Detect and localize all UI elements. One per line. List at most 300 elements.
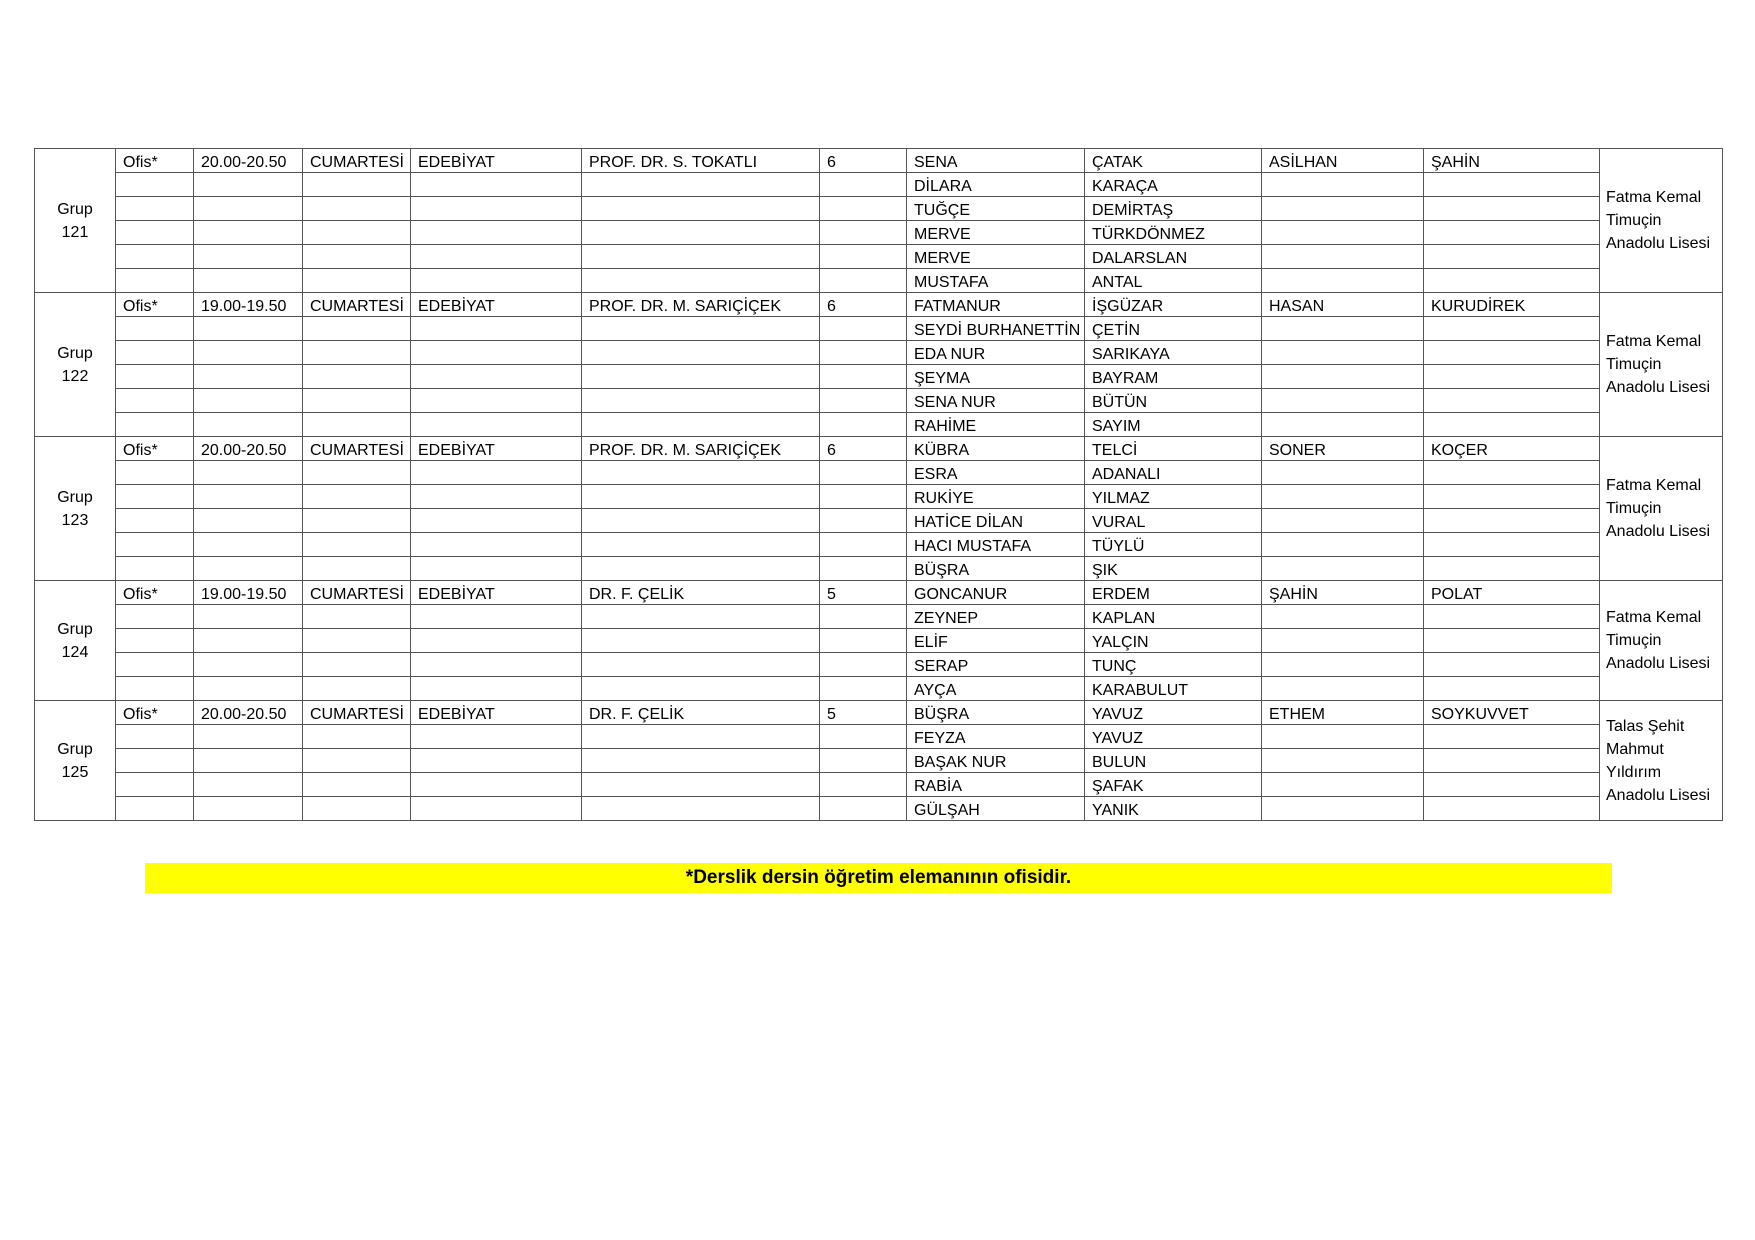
count-cell [820, 173, 907, 197]
student-first-name: BAŞAK NUR [907, 749, 1085, 773]
mentor-first-name [1262, 749, 1424, 773]
count-cell: 5 [820, 701, 907, 725]
student-last-name: ADANALI [1085, 461, 1262, 485]
student-first-name: RABİA [907, 773, 1085, 797]
mentor-last-name [1424, 509, 1600, 533]
student-last-name: SAYIM [1085, 413, 1262, 437]
count-cell: 6 [820, 149, 907, 173]
count-cell [820, 677, 907, 701]
instructor-cell [582, 797, 820, 821]
day-cell [303, 389, 411, 413]
student-first-name: MERVE [907, 221, 1085, 245]
table-row [35, 293, 1723, 317]
mentor-last-name [1424, 605, 1600, 629]
count-cell [820, 269, 907, 293]
course-cell [411, 749, 582, 773]
table-row [35, 221, 1723, 245]
student-last-name: TELCİ [1085, 437, 1262, 461]
room-cell [116, 389, 194, 413]
student-first-name: ESRA [907, 461, 1085, 485]
mentor-first-name [1262, 365, 1424, 389]
student-last-name: BULUN [1085, 749, 1262, 773]
student-last-name: YALÇIN [1085, 629, 1262, 653]
count-cell [820, 413, 907, 437]
mentor-first-name [1262, 509, 1424, 533]
course-cell [411, 221, 582, 245]
time-cell [194, 389, 303, 413]
student-last-name: SARIKAYA [1085, 341, 1262, 365]
group-number: 121 [61, 223, 89, 241]
room-cell: Ofis* [116, 437, 194, 461]
day-cell [303, 557, 411, 581]
student-last-name: YAVUZ [1085, 701, 1262, 725]
table-row [35, 413, 1723, 437]
student-first-name: BÜŞRA [907, 557, 1085, 581]
student-first-name: MUSTAFA [907, 269, 1085, 293]
student-first-name: AYÇA [907, 677, 1085, 701]
table-row [35, 677, 1723, 701]
count-cell [820, 221, 907, 245]
mentor-last-name [1424, 725, 1600, 749]
instructor-cell [582, 749, 820, 773]
student-last-name: ŞAFAK [1085, 773, 1262, 797]
instructor-cell [582, 461, 820, 485]
student-first-name: GÜLŞAH [907, 797, 1085, 821]
instructor-cell [582, 677, 820, 701]
student-first-name: SENA NUR [907, 389, 1085, 413]
table-row [35, 269, 1723, 293]
room-cell [116, 605, 194, 629]
table-row [35, 605, 1723, 629]
student-first-name: SENA [907, 149, 1085, 173]
count-cell [820, 317, 907, 341]
time-cell [194, 461, 303, 485]
room-cell [116, 317, 194, 341]
mentor-last-name: POLAT [1424, 581, 1600, 605]
day-cell [303, 725, 411, 749]
student-last-name: İŞGÜZAR [1085, 293, 1262, 317]
count-cell [820, 557, 907, 581]
course-cell [411, 797, 582, 821]
mentor-first-name: HASAN [1262, 293, 1424, 317]
day-cell: CUMARTESİ [303, 701, 411, 725]
table-row [35, 701, 1723, 725]
group-label: Grup [57, 488, 93, 506]
mentor-first-name [1262, 317, 1424, 341]
school-cell: Talas Şehit Mahmut Yıldırım Anadolu Lisesi [1600, 701, 1723, 821]
group-label: Grup [57, 200, 93, 218]
count-cell [820, 341, 907, 365]
table-row [35, 749, 1723, 773]
mentor-first-name: ETHEM [1262, 701, 1424, 725]
course-cell [411, 317, 582, 341]
student-first-name: ZEYNEP [907, 605, 1085, 629]
mentor-last-name [1424, 245, 1600, 269]
table-row [35, 581, 1723, 605]
count-cell [820, 797, 907, 821]
instructor-cell [582, 269, 820, 293]
instructor-cell [582, 221, 820, 245]
course-cell [411, 533, 582, 557]
mentor-last-name [1424, 389, 1600, 413]
time-cell [194, 653, 303, 677]
instructor-cell [582, 533, 820, 557]
room-cell [116, 245, 194, 269]
day-cell [303, 173, 411, 197]
group-cell [35, 149, 116, 293]
student-last-name: TUNÇ [1085, 653, 1262, 677]
student-last-name: YAVUZ [1085, 725, 1262, 749]
count-cell: 6 [820, 293, 907, 317]
mentor-last-name [1424, 221, 1600, 245]
mentor-first-name [1262, 677, 1424, 701]
table-row [35, 389, 1723, 413]
day-cell [303, 773, 411, 797]
room-cell [116, 509, 194, 533]
count-cell [820, 197, 907, 221]
mentor-first-name: ŞAHİN [1262, 581, 1424, 605]
mentor-first-name [1262, 173, 1424, 197]
time-cell [194, 725, 303, 749]
course-cell [411, 509, 582, 533]
time-cell [194, 605, 303, 629]
instructor-cell: PROF. DR. M. SARIÇİÇEK [582, 437, 820, 461]
table-row [35, 773, 1723, 797]
group-number: 125 [61, 763, 89, 781]
student-first-name: RAHİME [907, 413, 1085, 437]
mentor-first-name [1262, 197, 1424, 221]
day-cell [303, 221, 411, 245]
school-cell: Fatma Kemal Timuçin Anadolu Lisesi [1600, 149, 1723, 293]
room-cell [116, 413, 194, 437]
mentor-last-name [1424, 749, 1600, 773]
school-cell: Fatma Kemal Timuçin Anadolu Lisesi [1600, 581, 1723, 701]
day-cell [303, 653, 411, 677]
student-first-name: HATİCE DİLAN [907, 509, 1085, 533]
mentor-first-name [1262, 461, 1424, 485]
course-cell [411, 485, 582, 509]
mentor-last-name: ŞAHİN [1424, 149, 1600, 173]
table-row [35, 461, 1723, 485]
student-first-name: ŞEYMA [907, 365, 1085, 389]
course-cell [411, 773, 582, 797]
time-cell: 19.00-19.50 [194, 293, 303, 317]
day-cell [303, 749, 411, 773]
school-cell: Fatma Kemal Timuçin Anadolu Lisesi [1600, 293, 1723, 437]
instructor-cell [582, 557, 820, 581]
day-cell [303, 629, 411, 653]
mentor-first-name [1262, 629, 1424, 653]
mentor-first-name [1262, 221, 1424, 245]
count-cell [820, 653, 907, 677]
course-cell [411, 461, 582, 485]
mentor-first-name [1262, 773, 1424, 797]
mentor-first-name [1262, 485, 1424, 509]
day-cell [303, 797, 411, 821]
day-cell: CUMARTESİ [303, 437, 411, 461]
time-cell: 19.00-19.50 [194, 581, 303, 605]
school-cell: Fatma Kemal Timuçin Anadolu Lisesi [1600, 437, 1723, 581]
mentor-first-name: ASİLHAN [1262, 149, 1424, 173]
group-cell [35, 293, 116, 437]
group-label: Grup [57, 740, 93, 758]
mentor-first-name [1262, 725, 1424, 749]
course-cell [411, 557, 582, 581]
mentor-last-name [1424, 197, 1600, 221]
room-cell [116, 557, 194, 581]
student-first-name: KÜBRA [907, 437, 1085, 461]
student-first-name: EDA NUR [907, 341, 1085, 365]
count-cell [820, 245, 907, 269]
room-cell [116, 341, 194, 365]
table-row [35, 173, 1723, 197]
student-first-name: DİLARA [907, 173, 1085, 197]
course-cell [411, 677, 582, 701]
mentor-first-name [1262, 557, 1424, 581]
time-cell: 20.00-20.50 [194, 701, 303, 725]
table-row [35, 197, 1723, 221]
count-cell [820, 749, 907, 773]
time-cell [194, 485, 303, 509]
time-cell [194, 221, 303, 245]
table-row [35, 629, 1723, 653]
course-cell [411, 413, 582, 437]
mentor-first-name [1262, 653, 1424, 677]
group-number: 124 [61, 643, 89, 661]
mentor-first-name [1262, 605, 1424, 629]
mentor-first-name [1262, 245, 1424, 269]
room-cell [116, 173, 194, 197]
mentor-last-name [1424, 557, 1600, 581]
course-cell [411, 341, 582, 365]
table-row [35, 365, 1723, 389]
day-cell [303, 485, 411, 509]
mentor-first-name [1262, 797, 1424, 821]
mentor-last-name [1424, 797, 1600, 821]
count-cell [820, 533, 907, 557]
table-row [35, 509, 1723, 533]
student-last-name: TÜYLÜ [1085, 533, 1262, 557]
mentor-last-name [1424, 173, 1600, 197]
count-cell [820, 629, 907, 653]
day-cell [303, 197, 411, 221]
course-cell: EDEBİYAT [411, 581, 582, 605]
instructor-cell [582, 341, 820, 365]
course-cell: EDEBİYAT [411, 437, 582, 461]
instructor-cell: PROF. DR. M. SARIÇİÇEK [582, 293, 820, 317]
time-cell [194, 269, 303, 293]
footnote-text: *Derslik dersin öğretim elemanının ofisidir. [685, 867, 1072, 888]
mentor-last-name [1424, 341, 1600, 365]
student-last-name: DALARSLAN [1085, 245, 1262, 269]
time-cell [194, 509, 303, 533]
table-row [35, 245, 1723, 269]
student-last-name: TÜRKDÖNMEZ [1085, 221, 1262, 245]
time-cell: 20.00-20.50 [194, 437, 303, 461]
table-row [35, 533, 1723, 557]
count-cell [820, 389, 907, 413]
course-cell [411, 389, 582, 413]
count-cell [820, 485, 907, 509]
group-cell [35, 581, 116, 701]
room-cell [116, 773, 194, 797]
time-cell [194, 677, 303, 701]
table-row [35, 485, 1723, 509]
group-label: Grup [57, 344, 93, 362]
instructor-cell: PROF. DR. S. TOKATLI [582, 149, 820, 173]
mentor-first-name [1262, 533, 1424, 557]
room-cell: Ofis* [116, 701, 194, 725]
student-last-name: KARABULUT [1085, 677, 1262, 701]
table-row [35, 653, 1723, 677]
room-cell [116, 365, 194, 389]
mentor-last-name [1424, 653, 1600, 677]
student-first-name: BÜŞRA [907, 701, 1085, 725]
time-cell [194, 629, 303, 653]
day-cell: CUMARTESİ [303, 293, 411, 317]
group-number: 122 [61, 367, 89, 385]
day-cell [303, 533, 411, 557]
instructor-cell [582, 365, 820, 389]
time-cell: 20.00-20.50 [194, 149, 303, 173]
time-cell [194, 557, 303, 581]
instructor-cell [582, 317, 820, 341]
instructor-cell: DR. F. ÇELİK [582, 581, 820, 605]
room-cell [116, 533, 194, 557]
time-cell [194, 773, 303, 797]
instructor-cell: DR. F. ÇELİK [582, 701, 820, 725]
time-cell [194, 797, 303, 821]
mentor-last-name: KURUDİREK [1424, 293, 1600, 317]
table-row [35, 437, 1723, 461]
student-last-name: YILMAZ [1085, 485, 1262, 509]
time-cell [194, 749, 303, 773]
course-cell [411, 629, 582, 653]
mentor-last-name [1424, 365, 1600, 389]
instructor-cell [582, 413, 820, 437]
time-cell [194, 317, 303, 341]
table-row [35, 341, 1723, 365]
student-last-name: ERDEM [1085, 581, 1262, 605]
day-cell [303, 341, 411, 365]
day-cell [303, 365, 411, 389]
student-last-name: ŞIK [1085, 557, 1262, 581]
course-cell: EDEBİYAT [411, 293, 582, 317]
course-cell [411, 269, 582, 293]
count-cell [820, 773, 907, 797]
mentor-last-name: KOÇER [1424, 437, 1600, 461]
table-row [35, 149, 1723, 173]
count-cell [820, 461, 907, 485]
course-cell [411, 605, 582, 629]
time-cell [194, 245, 303, 269]
mentor-last-name [1424, 773, 1600, 797]
student-last-name: KAPLAN [1085, 605, 1262, 629]
mentor-last-name [1424, 629, 1600, 653]
student-first-name: ELİF [907, 629, 1085, 653]
day-cell: CUMARTESİ [303, 581, 411, 605]
count-cell [820, 509, 907, 533]
instructor-cell [582, 389, 820, 413]
room-cell [116, 797, 194, 821]
mentor-last-name [1424, 485, 1600, 509]
instructor-cell [582, 605, 820, 629]
count-cell [820, 605, 907, 629]
count-cell [820, 725, 907, 749]
room-cell: Ofis* [116, 293, 194, 317]
mentor-last-name [1424, 533, 1600, 557]
group-cell [35, 437, 116, 581]
instructor-cell [582, 653, 820, 677]
student-first-name: FEYZA [907, 725, 1085, 749]
course-cell [411, 365, 582, 389]
student-first-name: SERAP [907, 653, 1085, 677]
count-cell: 6 [820, 437, 907, 461]
course-cell [411, 173, 582, 197]
schedule-table [34, 148, 1723, 821]
room-cell [116, 725, 194, 749]
course-cell [411, 197, 582, 221]
student-first-name: FATMANUR [907, 293, 1085, 317]
time-cell [194, 173, 303, 197]
time-cell [194, 413, 303, 437]
room-cell [116, 269, 194, 293]
course-cell: EDEBİYAT [411, 149, 582, 173]
course-cell [411, 653, 582, 677]
mentor-last-name: SOYKUVVET [1424, 701, 1600, 725]
table-row [35, 317, 1723, 341]
count-cell: 5 [820, 581, 907, 605]
footnote-banner [145, 863, 1612, 893]
mentor-first-name [1262, 341, 1424, 365]
mentor-first-name [1262, 269, 1424, 293]
day-cell [303, 317, 411, 341]
student-first-name: RUKİYE [907, 485, 1085, 509]
room-cell [116, 677, 194, 701]
mentor-first-name [1262, 389, 1424, 413]
mentor-last-name [1424, 317, 1600, 341]
mentor-first-name: SONER [1262, 437, 1424, 461]
room-cell [116, 485, 194, 509]
day-cell [303, 605, 411, 629]
instructor-cell [582, 629, 820, 653]
student-first-name: TUĞÇE [907, 197, 1085, 221]
time-cell [194, 341, 303, 365]
student-first-name: SEYDİ BURHANETTİN [907, 317, 1085, 341]
student-last-name: ÇATAK [1085, 149, 1262, 173]
time-cell [194, 533, 303, 557]
student-first-name: GONCANUR [907, 581, 1085, 605]
mentor-last-name [1424, 677, 1600, 701]
mentor-last-name [1424, 269, 1600, 293]
day-cell [303, 269, 411, 293]
mentor-first-name [1262, 413, 1424, 437]
time-cell [194, 365, 303, 389]
instructor-cell [582, 173, 820, 197]
day-cell [303, 245, 411, 269]
mentor-last-name [1424, 413, 1600, 437]
room-cell: Ofis* [116, 149, 194, 173]
table-row [35, 557, 1723, 581]
room-cell [116, 197, 194, 221]
day-cell [303, 461, 411, 485]
instructor-cell [582, 725, 820, 749]
course-cell [411, 245, 582, 269]
day-cell: CUMARTESİ [303, 149, 411, 173]
room-cell [116, 629, 194, 653]
room-cell [116, 461, 194, 485]
student-last-name: ÇETİN [1085, 317, 1262, 341]
